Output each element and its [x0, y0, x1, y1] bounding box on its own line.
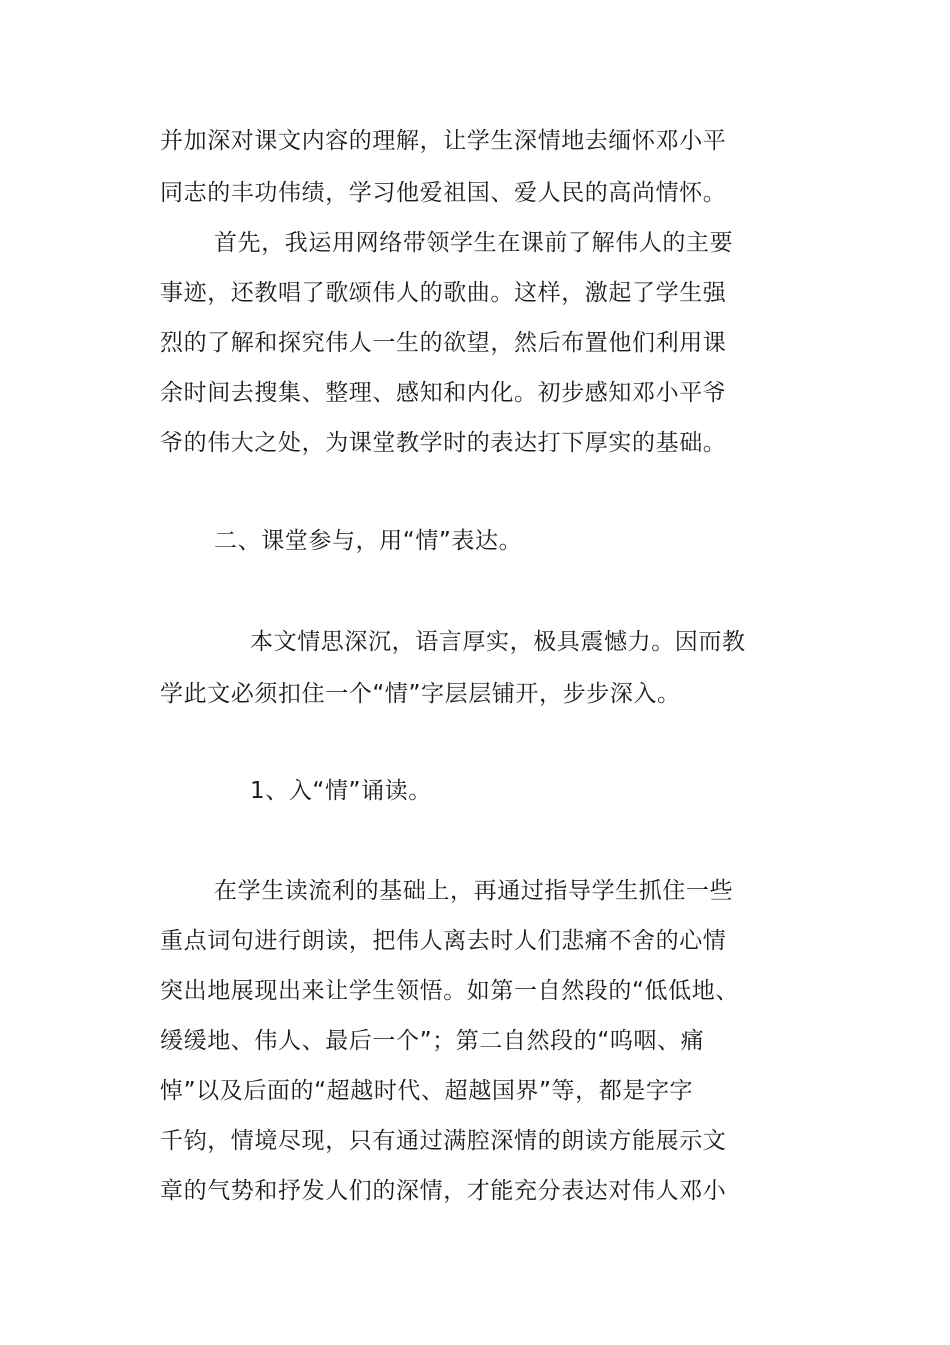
paragraph-1-line-1: 并加深对课文内容的理解，让学生深情地去缅怀邓小平: [160, 128, 727, 154]
paragraph-4-line-7: 章的气势和抒发人们的深情，才能充分表达对伟人邓小: [160, 1178, 727, 1204]
paragraph-4-line-1: 在学生读流利的基础上，再通过指导学生抓住一些: [214, 878, 734, 904]
paragraph-2-line-5: 爷的伟大之处，为课堂教学时的表达打下厚实的基础。: [160, 430, 727, 456]
paragraph-4-line-6: 千钧，情境尽现，只有通过满腔深情的朗读方能展示文: [160, 1128, 727, 1154]
paragraph-2-line-4: 余时间去搜集、整理、感知和内化。初步感知邓小平爷: [160, 380, 727, 406]
paragraph-2-line-3: 烈的了解和探究伟人一生的欲望，然后布置他们利用课: [160, 330, 727, 356]
paragraph-4-line-4: 缓缓地、伟人、最后一个”；第二自然段的“呜咽、痛: [160, 1028, 705, 1054]
paragraph-3-line-1: 本文情思深沉，语言厚实，极具震憾力。因而教: [250, 629, 746, 655]
paragraph-3-line-2: 学此文必须扣住一个“情”字层层铺开，步步深入。: [160, 681, 681, 707]
paragraph-4-line-5: 悼”以及后面的“超越时代、超越国界”等，都是字字: [160, 1078, 694, 1104]
subheading-1: 1、入“情”诵读。: [250, 778, 432, 804]
paragraph-2-line-1: 首先，我运用网络带领学生在课前了解伟人的主要: [214, 230, 734, 256]
paragraph-4-line-2: 重点词句进行朗读，把伟人离去时人们悲痛不舍的心情: [160, 928, 727, 954]
paragraph-1-line-2: 同志的丰功伟绩，学习他爱祖国、爱人民的高尚情怀。: [160, 180, 727, 206]
paragraph-2-line-2: 事迹，还教唱了歌颂伟人的歌曲。这样，激起了学生强: [160, 280, 727, 306]
section-heading-2: 二、课堂参与，用“情”表达。: [214, 528, 523, 554]
paragraph-4-line-3: 突出地展现出来让学生领悟。如第一自然段的“低低地、: [160, 978, 739, 1004]
